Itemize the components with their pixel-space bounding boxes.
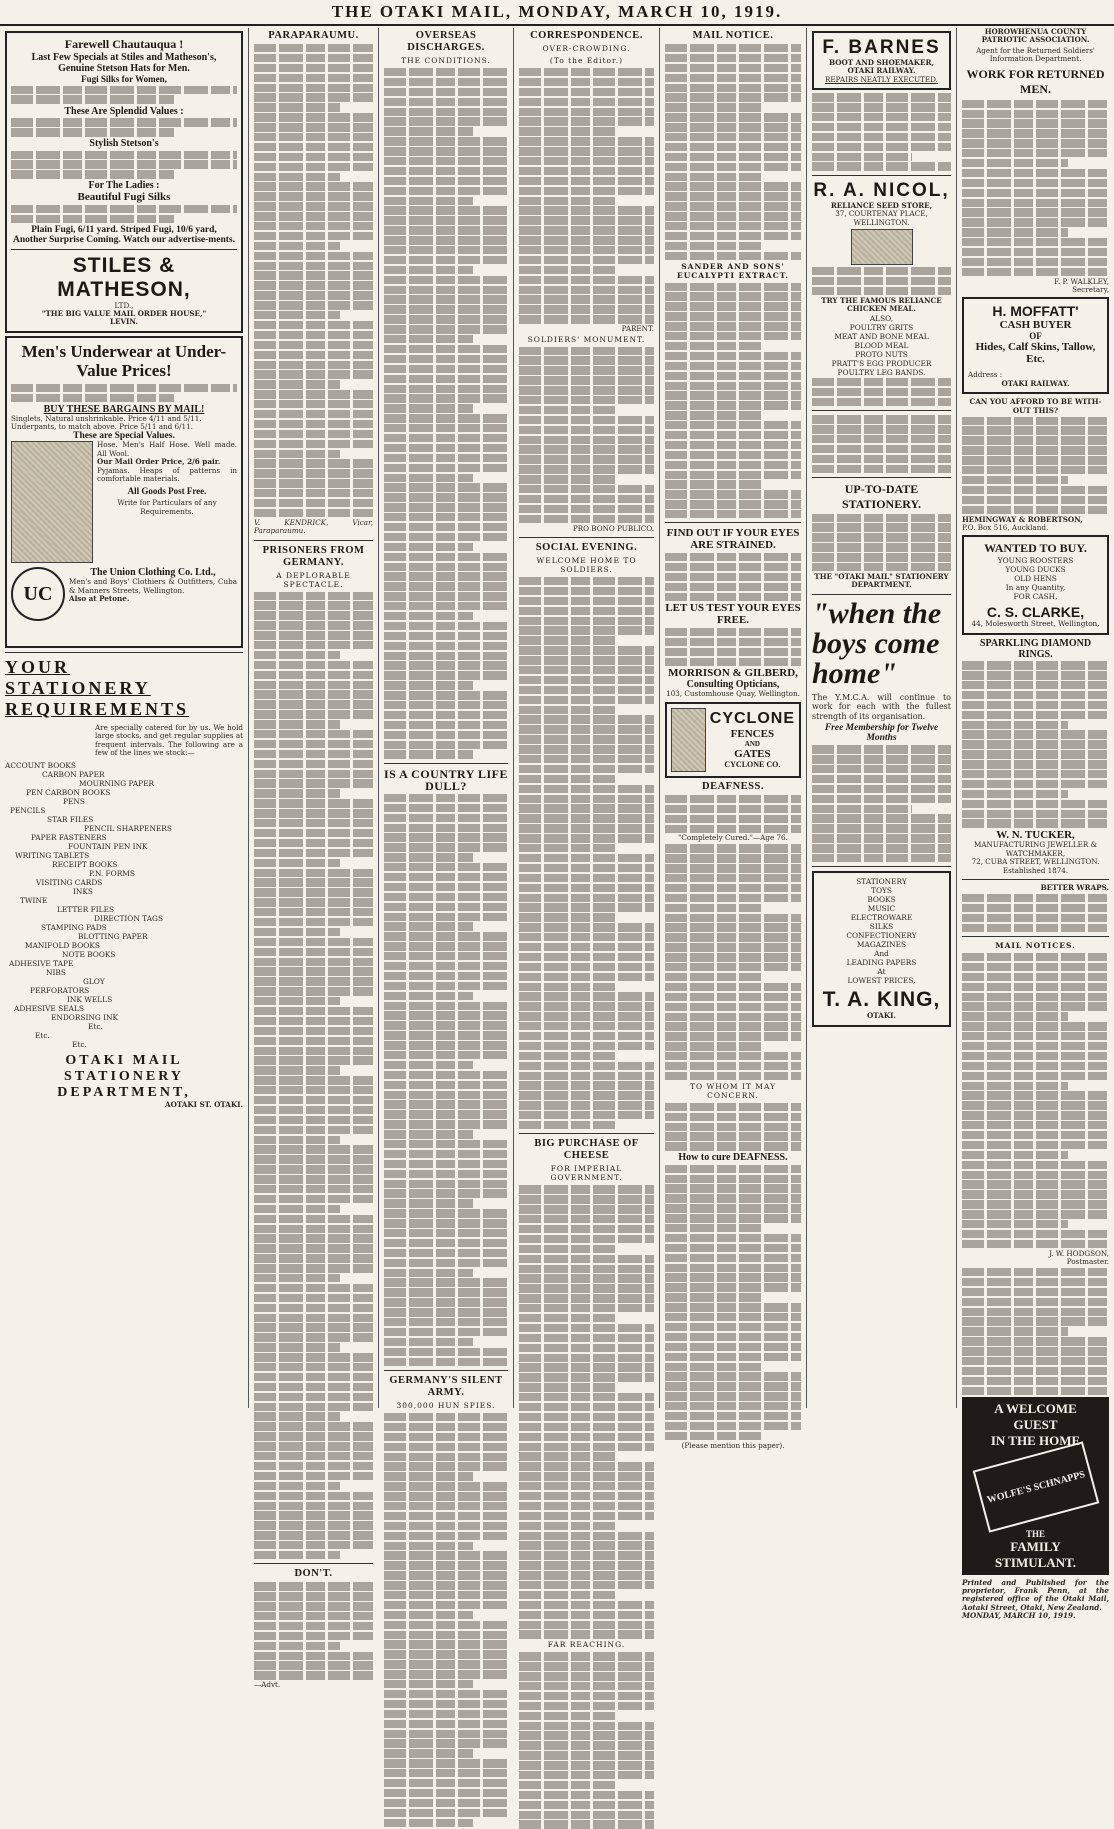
mail-order-price: Our Mail Order Price, 2/6 pair.: [97, 457, 221, 467]
imperial-govt-sub: FOR IMPERIAL GOVERNMENT.: [550, 1164, 623, 1183]
stock-list-item: PENS: [63, 797, 85, 807]
king-list-item: BOOKS: [867, 895, 896, 905]
requirements-heading: REQUIREMENTS: [5, 698, 190, 719]
sanders-heading: SANDER AND SONS' EUCALYPTI EXTRACT.: [677, 261, 789, 280]
goods-post-free: All Goods Post Free.: [127, 486, 207, 497]
to-editor-sub: (To the Editor.): [549, 56, 624, 65]
column-3: [378, 28, 513, 1408]
article-body-text: [254, 44, 373, 517]
stock-list-item: PAPER FASTENERS: [31, 833, 107, 843]
article-body-text: [812, 745, 951, 862]
fugi-line: Fugi Silks for Women,: [81, 74, 167, 84]
stiles-matheson-ad: [5, 31, 243, 333]
overcrowding-sub: OVER-CROWDING.: [542, 44, 631, 53]
stationery-ad: [5, 657, 243, 1110]
wolfes-label: WOLFE'S SCHNAPPS: [985, 1468, 1086, 1505]
boys-come: boys come: [812, 626, 940, 660]
article-body-text: [812, 378, 951, 406]
barnes-title: F. BARNES: [822, 37, 941, 58]
article-body-text: [665, 844, 801, 1080]
poultry-list-item: PROTO NUTS: [855, 349, 908, 359]
stationery-heading: STATIONERY: [5, 677, 151, 698]
nicol-address: 37, COURTENAY PLACE, WELLINGTON.: [835, 209, 928, 227]
column-4: [513, 28, 659, 1650]
article-body-text: [812, 514, 951, 572]
article-body-text: [665, 1103, 801, 1151]
stock-list-item: NOTE BOOKS: [62, 950, 116, 960]
stiles-matheson-logo: STILES & MATHESON,: [57, 253, 191, 301]
stock-list-item: CARBON PAPER: [42, 770, 105, 780]
stock-list-item: RECEIPT BOOKS: [52, 860, 118, 870]
union-clothing-sub: Men's and Boys' Clothiers & Outfitters, Cuba & Manners Streets, Wellington.: [69, 577, 237, 595]
article-body-text: [665, 44, 801, 260]
moffatt-title: H. MOFFATT': [992, 303, 1079, 320]
ymca-text: The Y.M.C.A. will continue to work for each with the fullest strength of its organisation.: [812, 692, 951, 721]
article-body-text: [519, 1652, 654, 1829]
singlets-line: Singlets, Natural unshrinkable. Price 4/11 and 5/11.: [11, 413, 202, 423]
article-body-text: [962, 100, 1109, 277]
stock-list-item: INK WELLS: [67, 995, 113, 1005]
let-us-test-heading: LET US TEST YOUR EYES FREE.: [665, 602, 801, 627]
king-stock-list: [818, 877, 945, 985]
to-whom-heading: TO WHOM IT MAY CONCERN.: [689, 1081, 777, 1100]
mail-order-house: "THE BIG VALUE MAIL ORDER HOUSE,": [41, 308, 207, 318]
your-heading: YOUR: [5, 656, 70, 677]
printed-date: MONDAY, MARCH 10, 1919.: [962, 1611, 1076, 1621]
welcome-line-2: GUEST: [1013, 1416, 1058, 1432]
hodgson-name: J. W. HODGSON,: [1048, 1248, 1109, 1258]
work-returned-heading: WORK FOR RETURNED MEN.: [966, 66, 1105, 96]
stock-list-item: WRITING TABLETS: [15, 851, 90, 861]
stock-list-item: PEN CARBON BOOKS: [26, 788, 111, 798]
cyclone-title: CYCLONE: [709, 710, 795, 728]
stock-list-item: PENCILS: [10, 806, 46, 816]
poultry-list-item: POULTRY LEG BANDS.: [837, 367, 926, 377]
article-body-text: [665, 795, 801, 833]
royal-crest-image: [851, 229, 913, 265]
clarke-title: C. S. CLARKE,: [986, 604, 1085, 621]
pyjamas-line: Pyjamas. Heaps of patterns in comfortable materials.: [97, 465, 237, 483]
home: home": [812, 656, 897, 690]
ltd: LTD.,: [114, 300, 134, 310]
article-body-text: [962, 661, 1109, 828]
schnapps-bottle-label: [972, 1441, 1099, 1532]
stock-list: [5, 761, 243, 1049]
stock-list-item: VISITING CARDS: [36, 878, 103, 888]
poultry-list-item: ALSO,: [869, 313, 894, 323]
king-list-item: LEADING PAPERS: [846, 958, 917, 968]
article-body-text: [812, 267, 951, 295]
mail-notices-heading: MAIL NOTICES.: [995, 940, 1076, 950]
when-the: "when the: [812, 596, 942, 630]
otaki-railway: OTAKI RAILWAY.: [1001, 378, 1070, 388]
family-line-1: THE: [1025, 1528, 1045, 1539]
stylish-stetson: Stylish Stetson's: [89, 138, 159, 150]
column-2: [248, 28, 378, 1690]
agent-line: Agent for the Returned Soldiers' Information Department.: [976, 45, 1095, 64]
masthead: THE OTAKI MAIL, MONDAY, MARCH 10, 1919.: [0, 0, 1114, 26]
how-to-cure-deafness: How to cure DEAFNESS.: [678, 1152, 788, 1164]
welcome-line-1: A WELCOME: [994, 1400, 1077, 1416]
postmaster: Postmaster.: [1066, 1257, 1109, 1267]
cash-buyer: CASH BUYER: [999, 319, 1072, 332]
article-body-text: [665, 283, 801, 519]
stock-list-item: MOURNING PAPER: [79, 779, 155, 789]
welcome-line-3: IN THE HOME: [990, 1432, 1081, 1448]
king-list-item: TOYS: [871, 886, 892, 896]
king-list-item: CONFECTIONERY: [846, 931, 917, 941]
underpants-line: Underpants, to match above. Price 5/11 and 6/11.: [11, 421, 193, 431]
barnes-ad: [812, 31, 951, 90]
union-clothing-ad: [5, 336, 243, 648]
wanted-list-item: In any Quantity,: [1005, 583, 1066, 593]
poultry-list: [812, 314, 951, 377]
king-list-item: STATIONERY: [856, 877, 907, 887]
stock-list-item: STAMPING PADS: [41, 923, 107, 933]
gates-label: GATES: [734, 748, 771, 761]
welcome-home-sub: WELCOME HOME TO SOLDIERS.: [536, 556, 637, 574]
article-body-text: [254, 1582, 373, 1679]
horowhenua-heading: HOROWHENUA COUNTY PATRIOTIC ASSOCIATION.: [981, 27, 1090, 45]
farewell-subtitle-2: Genuine Stetson Hats for Men.: [58, 63, 190, 74]
article-body-text: [519, 577, 654, 1129]
stock-list-item: Etc.: [35, 1031, 50, 1041]
farewell-subtitle: Last Few Specials at Stiles and Matheson's,: [31, 52, 217, 63]
king-list-item: MUSIC: [867, 904, 896, 914]
stationery-intro: Are specially catered for by us. We hold large stocks, and get regular supplies at frequent intervals. The following are a few of the lines we stock:—: [95, 722, 243, 757]
prisoners-heading: PRISONERS FROM GERMANY.: [262, 544, 365, 568]
free-membership: Free Membership for Twelve Months: [824, 723, 939, 744]
country-life-heading: IS A COUNTRY LIFE DULL?: [384, 766, 508, 793]
article-body-text: [384, 68, 508, 759]
morrison-address: 103, Customhouse Quay, Wellington.: [666, 689, 800, 699]
deplorable-sub: A DEPLORABLE SPECTACLE.: [276, 570, 351, 589]
also-at-petone: Also at Petone.: [69, 594, 130, 604]
plain-fugi-prices: Plain Fugi, 6/11 yard. Striped Fugi, 10/6 yard,: [31, 224, 217, 235]
cyclone-co: CYCLONE CO.: [724, 760, 781, 770]
poultry-list-item: MEAT AND BONE MEAL: [834, 331, 929, 341]
wanted-ad: [962, 535, 1109, 634]
article-body-text: [384, 794, 508, 1366]
article-body-text: [254, 592, 373, 1560]
social-evening-heading: SOCIAL EVENING.: [535, 542, 638, 553]
union-clothing-name: The Union Clothing Co. Ltd.,: [90, 567, 216, 579]
article-body-text: [962, 953, 1109, 1248]
hemingway-address: P.O. Box 516, Auckland.: [962, 522, 1049, 532]
overseas-heading: OVERSEAS DISCHARGES.: [407, 30, 485, 53]
stock-list-item: LETTER FILES: [57, 905, 115, 915]
uptodate-heading: UP-TO-DATE STATIONERY.: [841, 482, 922, 512]
article-body-text: [519, 68, 654, 324]
article-body-text: [962, 894, 1109, 932]
stationery-dept-sig: THE "OTAKI MAIL" STATIONERY DEPARTMENT.: [814, 571, 949, 590]
family-line-3: STIMULANT.: [994, 1554, 1077, 1570]
conditions-sub: THE CONDITIONS.: [401, 56, 491, 65]
levin: LEVIN.: [109, 317, 139, 327]
dont-heading: DON'T.: [294, 1568, 333, 1580]
better-wraps: BETTER WRAPS.: [1040, 882, 1109, 892]
paraparaumu-heading: PARAPARAUMU.: [268, 30, 359, 41]
another-surprise: Another Surprise Coming. Watch our advertise-ments.: [13, 234, 235, 245]
pro-bono-signoff: PRO BONO PUBLICO.: [572, 523, 654, 533]
article-body-text: [384, 1413, 508, 1827]
tucker-title: W. N. TUCKER,: [996, 829, 1075, 842]
stock-list-item: Etc.: [88, 1022, 103, 1032]
dont-advt: —Advt.: [254, 1680, 281, 1690]
parent-signoff: PARENT.: [621, 324, 654, 334]
wanted-list-item: YOUNG ROOSTERS: [997, 556, 1074, 566]
deafness-heading: DEAFNESS.: [702, 780, 764, 792]
column-5: [659, 28, 806, 1450]
column-7: [956, 27, 1114, 1621]
farewell-title: Farewell Chautauqua !: [64, 37, 184, 51]
poultry-list-item: PRATT'S EGG PRODUCER: [831, 358, 932, 368]
tucker-established: Established 1874.: [1002, 865, 1069, 875]
underwear-title: Men's Underwear at Under-Value Prices!: [21, 341, 227, 380]
and-label: AND: [744, 740, 760, 749]
far-reaching-sub: FAR REACHING.: [547, 1640, 626, 1650]
beautiful-fugi: Beautiful Fugi Silks: [77, 191, 171, 204]
stock-list-item: PERFORATORS: [30, 986, 90, 996]
king-list-item: At: [877, 967, 886, 977]
write-particulars: Write for Particulars of any Requirements.: [117, 498, 217, 516]
king-town: OTAKI.: [867, 1011, 896, 1021]
please-mention: (Please mention this paper).: [681, 1440, 785, 1450]
walkley-title: Secretary,: [1072, 285, 1109, 295]
stock-list-item: PENCIL SHARPENERS: [84, 824, 172, 834]
stock-list-item: ACCOUNT BOOKS: [5, 761, 76, 771]
king-list-item: SILKS: [869, 922, 894, 932]
for-the-ladies: For The Ladies :: [88, 180, 160, 192]
walkley-name: F. P. WALKLEY,: [1054, 276, 1109, 286]
otaki-mail-footer: OTAKI MAIL: [65, 1053, 183, 1069]
barnes-repairs: REPAIRS NEATLY EXECUTED.: [825, 74, 938, 84]
stock-list-item: ADHESIVE SEALS: [14, 1004, 84, 1014]
printed-published: Printed and Published for the proprietor, Frank Penn, at the registered office of the Otaki Mail, Aotaki Street, Otaki, New Zealand.: [962, 1577, 1109, 1612]
completely-cured: "Completely Cured."—Age 76.: [678, 833, 788, 843]
barnes-town: OTAKI RAILWAY.: [847, 66, 916, 76]
king-ad: [812, 871, 951, 1026]
wanted-list-item: YOUNG DUCKS: [1005, 565, 1066, 575]
consulting-opticians: Consulting Opticians,: [686, 679, 780, 691]
stock-list-item: DIRECTION TAGS: [94, 914, 164, 924]
tucker-sub: MANUFACTURING JEWELLER & WATCHMAKER,: [973, 840, 1097, 858]
stock-list-item: STAR FILES: [47, 815, 94, 825]
tucker-address: 72, CUBA STREET, WELLINGTON.: [971, 857, 1100, 867]
poultry-list-item: POULTRY GRITS: [849, 322, 914, 332]
stock-list-item: ENDORSING INK: [51, 1013, 119, 1023]
wanted-list: [968, 556, 1103, 601]
article-body-text: [665, 553, 801, 601]
morrison-gilberd: MORRISON & GILBERD,: [668, 667, 798, 680]
wanted-list-item: OLD HENS: [1014, 574, 1057, 584]
stationery-address: AOTAKI ST. OTAKI.: [165, 1100, 243, 1110]
ymca-ad: [812, 596, 951, 863]
correspondence-heading: CORRESPONDENCE.: [530, 30, 643, 41]
afford-heading: CAN YOU AFFORD TO BE WITH-OUT THIS?: [969, 397, 1102, 415]
hun-spies-sub: 300,000 HUN SPIES.: [396, 1401, 496, 1410]
stock-list-item: BLOTTING PAPER: [78, 932, 148, 942]
king-list-item: And: [874, 949, 889, 959]
union-clothing-logo: UC: [11, 567, 65, 621]
soldiers-monument-sub: SOLDIERS' MONUMENT.: [527, 334, 646, 344]
famous-chicken-meal: TRY THE FAMOUS RELIANCE CHICKEN MEAL.: [821, 295, 942, 314]
vicar-signoff: V. KENDRICK, Vicar, Paraparaumu.: [254, 517, 373, 536]
splendid-values: These Are Splendid Values :: [64, 105, 184, 117]
of-label: OF: [1029, 331, 1042, 342]
moffatt-ad: [962, 297, 1109, 394]
special-values: These are Special Values.: [73, 431, 175, 442]
article-body-text: [665, 1165, 801, 1440]
article-body-text: [812, 93, 951, 171]
clarke-address: 44, Molesworth Street, Wellington,: [971, 619, 1100, 629]
king-list-item: MAGAZINES: [856, 940, 907, 950]
poultry-list-item: BLOOD MEAL: [854, 340, 909, 350]
hose-line: Hose. Men's Half Hose. Well made. All Wool.: [97, 440, 237, 458]
address-label: Address :: [968, 370, 1003, 380]
stock-list-item: Etc.: [72, 1040, 87, 1050]
department-footer: DEPARTMENT,: [57, 1085, 191, 1101]
article-body-text: [665, 628, 801, 666]
nicol-title: R. A. NICOL,: [813, 179, 950, 201]
stock-list-item: TWINE: [20, 896, 48, 906]
stock-list-item: ADHESIVE TAPE: [9, 959, 74, 969]
stock-list-item: P.N. FORMS: [89, 869, 135, 879]
buy-bargains: BUY THESE BARGAINS BY MAIL!: [43, 403, 205, 415]
king-list-item: LOWEST PRICES,: [847, 976, 916, 986]
fences-label: FENCES: [730, 728, 775, 741]
cyclone-ad: [665, 702, 801, 778]
barnes-sub: BOOT AND SHOEMAKER,: [829, 58, 934, 67]
stock-list-item: MANIFOLD BOOKS: [25, 941, 100, 951]
column-1: [0, 28, 248, 1408]
man-in-underwear-image: [11, 441, 93, 563]
article-body-text: [519, 1185, 654, 1638]
nicol-sub: RELIANCE SEED STORE,: [830, 200, 933, 210]
stationery-footer: STATIONERY: [63, 1069, 184, 1085]
find-out-heading: FIND OUT IF YOUR EYES ARE STRAINED.: [666, 527, 800, 552]
article-body-text: [812, 415, 951, 473]
wanted-list-item: FOR CASH,: [1013, 592, 1058, 602]
hides-label: Hides, Calf Skins, Tallow, Etc.: [975, 341, 1096, 366]
wolfes-schnapps-ad: [962, 1397, 1109, 1575]
family-line-2: FAMILY: [1010, 1538, 1061, 1554]
king-list-item: ELECTROWARE: [850, 913, 913, 923]
article-body-text: [962, 417, 1109, 514]
stock-list-item: GLOY: [83, 977, 105, 987]
wanted-heading: WANTED TO BUY.: [984, 541, 1087, 556]
article-body-text: [962, 1268, 1109, 1395]
column-6: [806, 28, 956, 1408]
cyclone-gate-image: [671, 708, 706, 772]
silent-army-heading: GERMANY'S SILENT ARMY.: [389, 1375, 503, 1398]
king-title: T. A. KING,: [822, 988, 941, 1012]
cheese-heading: BIG PURCHASE OF CHEESE: [534, 1138, 639, 1162]
stock-list-item: NIBS: [46, 968, 66, 978]
mail-notice-heading: MAIL NOTICE.: [692, 30, 774, 41]
stock-list-item: FOUNTAIN PEN INK: [68, 842, 148, 852]
diamond-heading: SPARKLING DIAMOND RINGS.: [979, 637, 1092, 660]
article-body-text: [519, 347, 654, 524]
hemingway-name: HEMINGWAY & ROBERTSON,: [962, 514, 1083, 524]
stock-list-item: INKS: [73, 887, 93, 897]
